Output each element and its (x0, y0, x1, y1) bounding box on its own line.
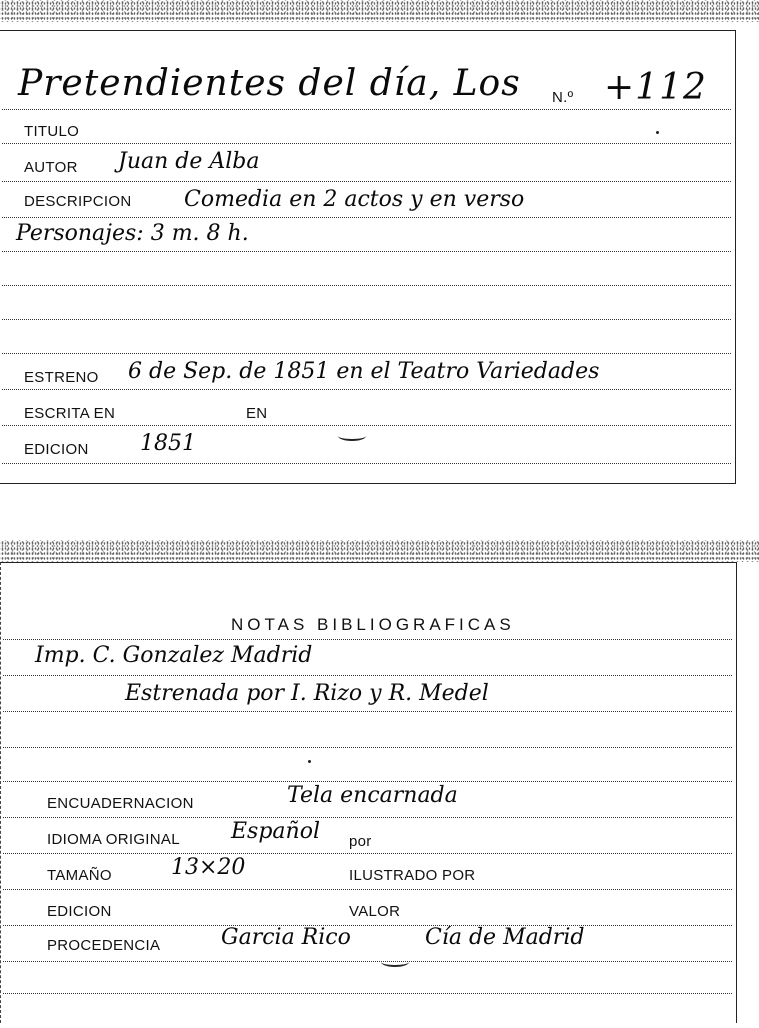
encuadernacion-label: ENCUADERNACION (47, 795, 194, 812)
escrita-en-label: ESCRITA EN (24, 405, 116, 422)
rule (3, 781, 732, 782)
rule (2, 285, 731, 286)
number-label: N.º (552, 89, 574, 106)
rule (2, 143, 731, 144)
notas-heading: NOTAS BIBLIOGRAFICAS (231, 615, 515, 634)
rule (2, 181, 731, 182)
rule (3, 639, 732, 640)
ink-dot (308, 760, 311, 763)
estreno-value: 6 de Sep. de 1851 en el Teatro Variedades (128, 359, 600, 384)
rule (2, 463, 731, 464)
rule (3, 711, 732, 712)
descripcion-label: DESCRIPCION (24, 193, 132, 210)
scan-noise-top (0, 0, 759, 22)
rule (2, 389, 731, 390)
rule (3, 747, 732, 748)
estreno-label: ESTRENO (24, 369, 99, 386)
ilustrado-label: ILUSTRADO POR (349, 867, 476, 884)
nota-line-1: Imp. C. Gonzalez Madrid (35, 643, 313, 668)
rule (3, 675, 732, 676)
nota-line-2: Estrenada por I. Rizo y R. Medel (125, 681, 489, 706)
rule (3, 961, 732, 962)
encuadernacion-value: Tela encarnada (287, 783, 458, 808)
en-label: EN (246, 405, 268, 422)
rule (3, 817, 732, 818)
idioma-value: Español (231, 819, 320, 844)
procedencia-label: PROCEDENCIA (47, 937, 161, 954)
rule (2, 251, 731, 252)
rule (2, 319, 731, 320)
tamano-label: TAMAÑO (47, 867, 112, 884)
por-label: por (349, 833, 372, 850)
autor-value: Juan de Alba (118, 149, 260, 174)
tamano-value: 13×20 (171, 855, 246, 880)
ink-stroke (381, 957, 409, 967)
ink-stroke (338, 431, 366, 441)
personajes-value: Personajes: 3 m. 8 h. (16, 221, 249, 246)
edicion-label: EDICION (24, 441, 89, 458)
edicion-value: 1851 (140, 431, 196, 456)
rule (3, 925, 732, 926)
rule (3, 889, 732, 890)
autor-label: AUTOR (24, 159, 78, 176)
catalog-card-front (0, 30, 736, 484)
rule (3, 853, 732, 854)
procedencia-value: Garcia Rico (221, 925, 351, 950)
descripcion-value: Comedia en 2 actos y en verso (184, 187, 525, 212)
procedencia-value-2: Cía de Madrid (425, 925, 585, 950)
ink-dot (656, 131, 659, 134)
rule (2, 109, 731, 110)
catalog-card-back (0, 562, 737, 1023)
valor-label: VALOR (349, 903, 401, 920)
rule (2, 217, 731, 218)
idioma-label: IDIOMA ORIGINAL (47, 831, 180, 848)
title-value: Pretendientes del día, Los (18, 63, 521, 104)
scan-noise-middle (0, 540, 759, 562)
rule (2, 425, 731, 426)
edicion-label: EDICION (47, 903, 112, 920)
number-value: +112 (604, 67, 707, 108)
rule (3, 993, 732, 994)
rule (2, 353, 731, 354)
titulo-label: TITULO (24, 123, 80, 140)
